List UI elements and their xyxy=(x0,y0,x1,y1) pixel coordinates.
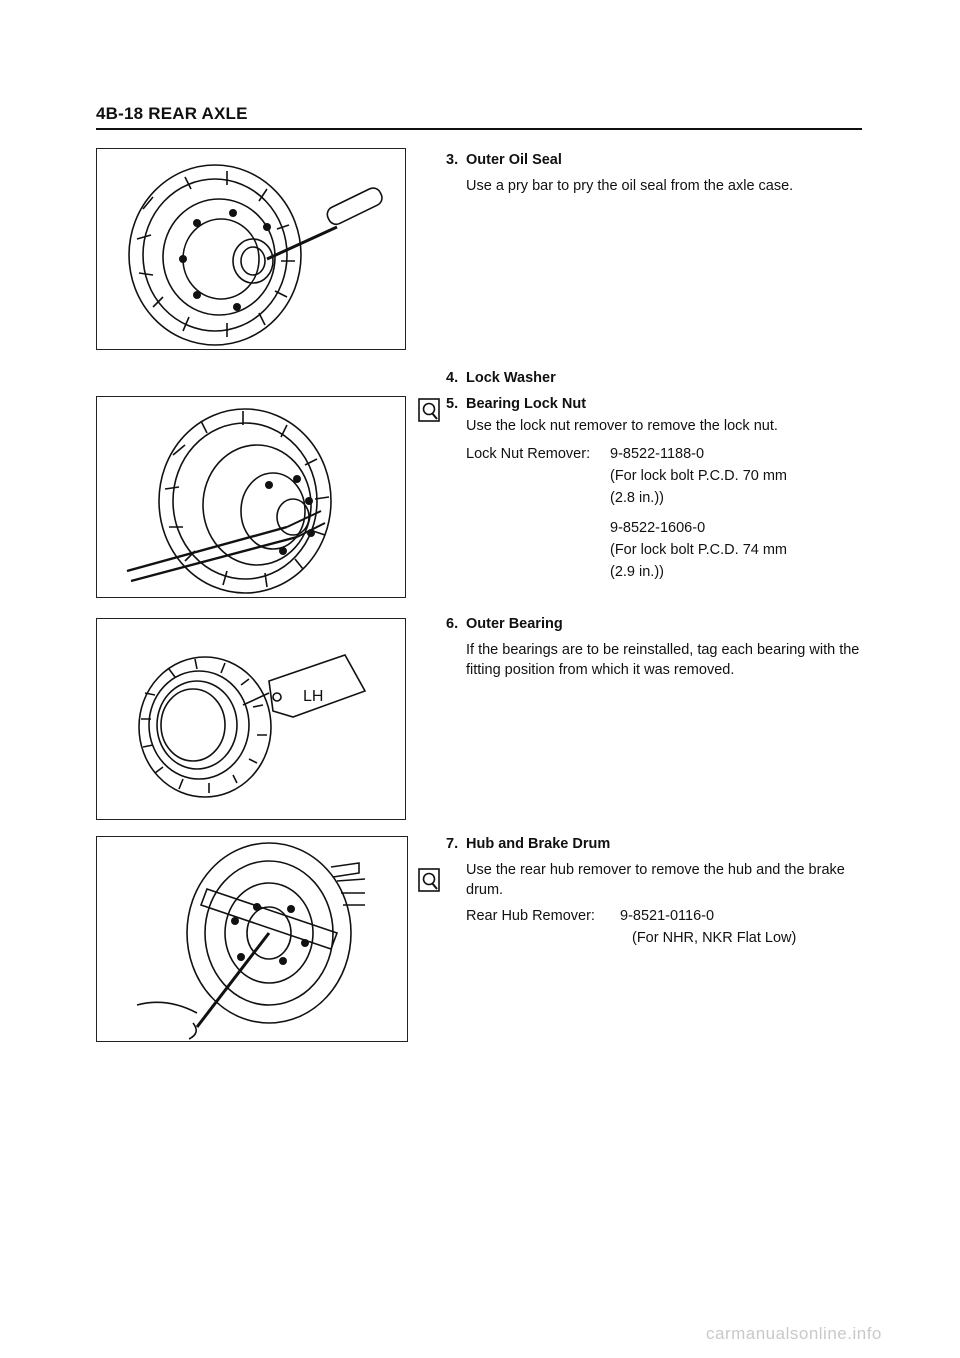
step-text: Use the lock nut remover to remove the lock nut. xyxy=(466,418,778,434)
oil-seal-illustration xyxy=(97,149,405,349)
figure-lock-nut xyxy=(96,396,406,598)
special-tool-icon xyxy=(418,868,440,892)
step-title: Outer Bearing xyxy=(466,616,563,632)
step-title: Hub and Brake Drum xyxy=(466,836,611,852)
section-outer-bearing xyxy=(446,614,876,680)
step-number: 5. xyxy=(446,396,459,412)
header-rule xyxy=(96,128,862,130)
tool-note: (For NHR, NKR Flat Low) xyxy=(632,930,797,946)
section-lock-washer xyxy=(446,368,556,388)
step-number: 6. xyxy=(446,616,459,632)
figure-outer-bearing xyxy=(96,618,406,820)
figure-oil-seal xyxy=(96,148,406,350)
section-bearing-lock-nut xyxy=(446,394,876,436)
step-title: Bearing Lock Nut xyxy=(466,396,587,412)
step-title: Lock Washer xyxy=(466,370,556,386)
figure-hub-drum xyxy=(96,836,408,1042)
step-number: 7. xyxy=(446,836,459,852)
tool-label: Lock Nut Remover: xyxy=(466,446,591,462)
page-header: 4B-18 REAR AXLE xyxy=(96,104,248,123)
tool-note: (2.8 in.)) xyxy=(610,490,664,506)
tool-note: (For lock bolt P.C.D. 70 mm xyxy=(610,468,788,484)
step-number: 3. xyxy=(446,152,459,168)
tool-label: Rear Hub Remover: xyxy=(466,908,595,924)
step-title: Outer Oil Seal xyxy=(466,152,562,168)
tool-number: 9-8522-1188-0 xyxy=(610,446,705,462)
step-text: If the bearings are to be reinstalled, tag each bearing with the fitting position from which it was removed. xyxy=(466,642,860,678)
section-outer-oil-seal xyxy=(446,150,876,196)
hub-drum-illustration xyxy=(97,837,407,1041)
tool-note: (2.9 in.)) xyxy=(610,564,664,580)
bearing-tag-label: LH xyxy=(303,688,324,705)
tool-number: 9-8522-1606-0 xyxy=(610,520,706,536)
step-text: Use the rear hub remover to remove the hub and the brake drum. xyxy=(466,862,845,898)
tool-number: 9-8521-0116-0 xyxy=(620,908,715,924)
step-text: Use a pry bar to pry the oil seal from the axle case. xyxy=(466,178,794,194)
special-tool-icon xyxy=(418,398,440,422)
bearing-illustration xyxy=(97,619,405,819)
section-hub-brake-drum xyxy=(446,834,876,900)
watermark: carmanualsonline.info xyxy=(706,1324,882,1343)
tool-note: (For lock bolt P.C.D. 74 mm xyxy=(610,542,788,558)
step-number: 4. xyxy=(446,370,459,386)
lock-nut-illustration xyxy=(97,397,405,597)
